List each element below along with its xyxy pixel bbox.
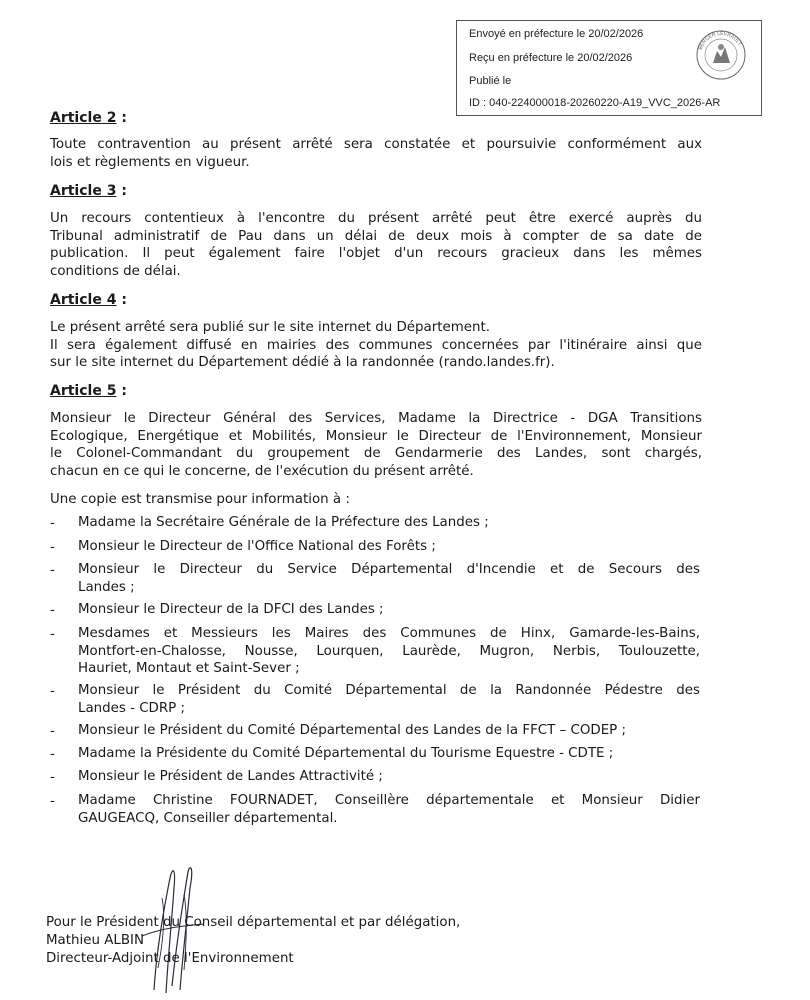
article-2-sep: : (116, 110, 127, 126)
article-4-line: sur le site internet du Département dédié à la randonnée (rando.landes.fr). (50, 355, 555, 370)
article-4-body (50, 319, 702, 372)
article-5-line: chacun en ce qui le concerne, de l'exécution du présent arrêté. (50, 463, 474, 479)
copy-intro-text: Une copie est transmise pour information à : (50, 492, 350, 507)
list-item (78, 538, 700, 556)
article-5-heading (50, 383, 127, 399)
article-3-line: conditions de délai. (50, 263, 181, 279)
list-item-line: Monsieur le Président de Landes Attractivité ; (78, 769, 383, 784)
article-5-title: Article 5 (50, 383, 117, 399)
article-2-line: lois et règlements en vigueur. (50, 154, 250, 170)
copy-intro (50, 491, 702, 509)
list-item (78, 722, 700, 740)
article-2-heading (50, 110, 127, 126)
article-3-body (50, 210, 702, 280)
list-item-line: Madame la Présidente du Comité Départemental du Tourisme Equestre - CDTE ; (78, 746, 614, 761)
article-3-line: Tribunal administratif de Pau dans un délai de deux mois à compter de sa date de (50, 228, 702, 244)
list-item-line: GAUGEACQ, Conseiller départemental. (78, 810, 338, 826)
bullet: - (50, 770, 55, 785)
article-3-sep: : (116, 183, 127, 199)
bullet: - (50, 540, 55, 555)
list-item (78, 792, 700, 827)
article-3-line: publication. Il peut également faire l'objet d'un recours gracieux dans les mêmes (50, 246, 702, 261)
article-5-body (50, 410, 702, 480)
signatory-name: Mathieu ALBIN (46, 933, 144, 948)
list-item-line: Monsieur le Directeur de l'Office National des Forêts ; (78, 539, 436, 554)
signature-block (46, 914, 460, 968)
list-item-line: Landes ; (78, 579, 135, 595)
article-5-line: Ecologique, Energétique et Mobilités, Monsieur le Directeur de l'Environnement, Monsieur (50, 428, 702, 444)
list-item-line: Monsieur le Président du Comité Départemental de la Randonnée Pédestre des (78, 683, 700, 698)
stamp-sent: Envoyé en préfecture le 20/02/2026 (469, 28, 644, 40)
list-item-line: Madame Christine FOURNADET, Conseillère départementale et Monsieur Didier (78, 793, 700, 808)
prefecture-stamp (456, 20, 762, 116)
signatory-mandate: Pour le Président du Conseil départemental et par délégation, (46, 915, 461, 930)
article-2-title: Article 2 (50, 110, 117, 126)
list-item (78, 625, 700, 678)
article-3-title: Article 3 (50, 183, 117, 199)
list-item (78, 768, 700, 786)
bullet: - (50, 563, 55, 578)
bullet: - (50, 627, 55, 642)
bullet: - (50, 747, 55, 762)
article-5-line: Monsieur le Directeur Général des Services, Madame la Directrice - DGA Transitions (50, 411, 702, 426)
article-2-line: Toute contravention au présent arrêté sera constatée et poursuivie conformément aux (50, 137, 702, 152)
list-item-line: Madame la Secrétaire Générale de la Préfecture des Landes ; (78, 515, 489, 530)
list-item (78, 682, 700, 717)
stamp-id: ID : 040-224000018-20260220-A19_VVC_2026-AR (469, 97, 721, 109)
list-item (78, 561, 700, 596)
stamp-published: Publié le (469, 75, 512, 87)
article-4-line: Il sera également diffusé en mairies des communes concernées par l'itinéraire ainsi que (50, 337, 702, 353)
article-5-sep: : (116, 383, 127, 399)
article-3-line: Un recours contentieux à l'encontre du présent arrêté peut être exercé auprès du (50, 211, 702, 226)
list-item (78, 601, 700, 619)
article-4-line: Le présent arrêté sera publié sur le site internet du Département. (50, 320, 491, 335)
list-item-line: Mesdames et Messieurs les Maires des Communes de Hinx, Gamarde-les-Bains, (78, 626, 700, 641)
article-5-line: le Colonel-Commandant du groupement de Gendarmerie des Landes, sont chargés, (50, 446, 702, 461)
list-item-line: Montfort-en-Chalosse, Nousse, Lourquen, Laurède, Mugron, Nerbis, Toulouzette, (78, 643, 700, 659)
list-item (78, 514, 700, 532)
signatory-title: Directeur-Adjoint de l'Environnement (46, 951, 294, 966)
bullet: - (50, 724, 55, 739)
list-item-line: Monsieur le Directeur du Service Départemental d'Incendie et de Secours des (78, 562, 700, 577)
bullet: - (50, 516, 55, 531)
article-4-heading (50, 292, 127, 308)
list-item-line: Monsieur le Directeur de la DFCI des Landes ; (78, 602, 384, 617)
list-item-line: Monsieur le Président du Comité Départemental des Landes de la FFCT – CODEP ; (78, 723, 627, 738)
stamp-received: Reçu en préfecture le 20/02/2026 (469, 52, 633, 64)
list-item (78, 745, 700, 763)
svg-text:BERGER LEVRAULT: BERGER LEVRAULT (697, 30, 743, 51)
article-3-heading (50, 183, 127, 199)
bullet: - (50, 794, 55, 809)
bullet: - (50, 603, 55, 618)
bullet: - (50, 684, 55, 699)
list-item-line: Landes - CDRP ; (78, 700, 186, 716)
article-4-sep: : (116, 292, 127, 308)
article-2-body (50, 136, 702, 171)
article-4-title: Article 4 (50, 292, 117, 308)
list-item-line: Hauriet, Montaut et Saint-Sever ; (78, 661, 300, 676)
berger-levrault-seal-icon (695, 29, 747, 81)
